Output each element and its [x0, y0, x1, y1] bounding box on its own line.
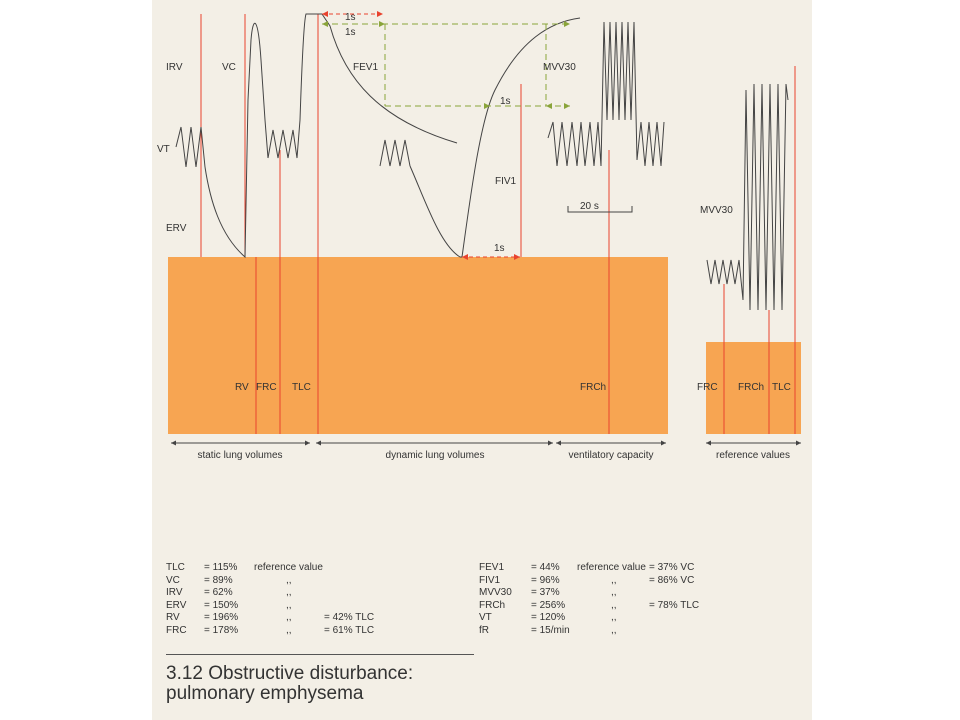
- table-row: TLC = 115% reference value: [166, 562, 323, 573]
- label-one-second-b: 1s: [345, 27, 356, 38]
- table-row: RV = 196% ,, = 42% TLC: [166, 612, 375, 623]
- table-row: FEV1 = 44% reference value = 37% VC: [479, 562, 695, 573]
- page-title: [166, 664, 413, 704]
- label-fiv1: FIV1: [495, 176, 517, 187]
- label-frch: FRCh: [580, 382, 607, 393]
- right-results-table: [479, 562, 729, 637]
- label-twenty-seconds: 20 s: [580, 201, 599, 212]
- label-vt: VT: [157, 144, 170, 155]
- left-results-table: [166, 562, 406, 637]
- label-erv: ERV: [166, 223, 187, 234]
- tidal-trace-2: [268, 14, 322, 158]
- label-irv: IRV: [166, 62, 183, 73]
- label-mvv30-top: MVV30: [543, 62, 576, 73]
- fev1-curve: [322, 14, 457, 143]
- table-row: IRV = 62% ,,: [166, 587, 292, 598]
- table-row: FRC = 178% ,, = 61% TLC: [166, 624, 375, 636]
- section-ventilatory-label: ventilatory capacity: [568, 450, 654, 461]
- table-row: FRCh = 256% ,, = 78% TLC: [479, 599, 700, 611]
- label-tlc: TLC: [292, 382, 311, 393]
- table-row: VT = 120% ,,: [479, 612, 617, 623]
- red-time-arrows: [322, 14, 520, 257]
- section-dynamic-label: dynamic lung volumes: [385, 450, 485, 461]
- label-rv: RV: [235, 382, 249, 393]
- mvv30-trace: [548, 22, 664, 166]
- lung-volume-block: [168, 257, 668, 434]
- label-frc: FRC: [256, 382, 277, 393]
- section-static-label: static lung volumes: [197, 450, 283, 461]
- title-line-2: pulmonary emphysema: [166, 683, 364, 704]
- label-ref-frc: FRC: [697, 382, 718, 393]
- vc-manoeuvre-trace: [205, 23, 268, 257]
- table-row: ERV = 150% ,,: [166, 599, 292, 611]
- table-row: fR = 15/min ,,: [479, 624, 617, 636]
- label-vc: VC: [222, 62, 236, 73]
- label-mvv30-ref: MVV30: [700, 205, 733, 216]
- tidal-trace-3: [380, 140, 410, 166]
- table-row: VC = 89% ,,: [166, 574, 292, 586]
- table-row: MVV30 = 37% ,,: [479, 587, 617, 598]
- label-ref-frch: FRCh: [738, 382, 765, 393]
- reference-mvv30-trace: [707, 84, 788, 310]
- label-ref-tlc: TLC: [772, 382, 791, 393]
- section-reference-label: reference values: [716, 450, 790, 461]
- twenty-seconds-scale-bar: [568, 206, 632, 212]
- label-one-second-c: 1s: [500, 96, 511, 107]
- title-rule: [166, 654, 474, 655]
- title-line-1: 3.12 Obstructive disturbance:: [166, 663, 414, 684]
- label-fev1: FEV1: [353, 62, 379, 73]
- label-one-second-a: 1s: [345, 12, 356, 23]
- label-one-second-d: 1s: [494, 243, 505, 254]
- table-row: FIV1 = 96% ,, = 86% VC: [479, 574, 695, 586]
- red-arrowheads: [322, 11, 520, 260]
